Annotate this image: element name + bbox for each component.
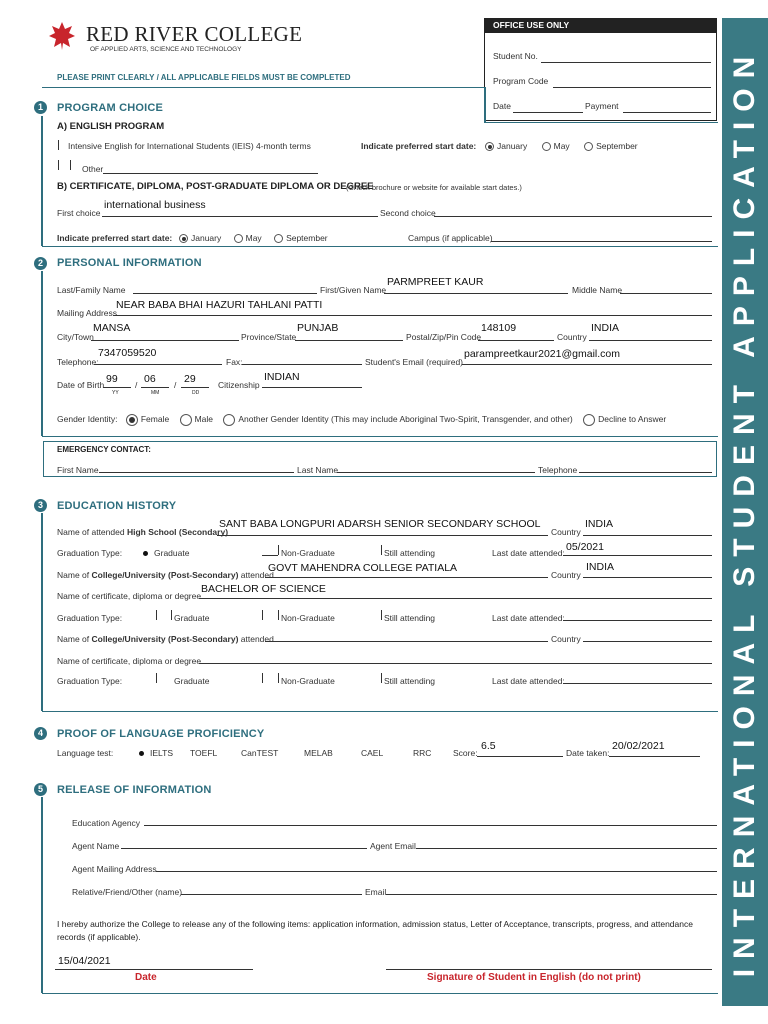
citizenship-value: INDIAN <box>264 371 300 383</box>
section-1-border <box>41 116 43 246</box>
fax-label: Fax: <box>226 357 243 367</box>
degree-start-label: Indicate preferred start date: <box>57 233 173 243</box>
city-label: City/Town <box>57 332 94 342</box>
hs-last-date-value: 05/2021 <box>566 541 604 553</box>
section-2-number: 2 <box>34 257 47 270</box>
middle-name-field[interactable] <box>620 293 712 294</box>
radio-degree-january[interactable] <box>179 234 188 243</box>
em-tel-field[interactable] <box>579 472 712 473</box>
date-label: Date <box>493 101 511 111</box>
test-toefl[interactable]: TOEFL <box>190 748 218 758</box>
radio-september[interactable] <box>584 142 593 151</box>
signature-field[interactable] <box>386 969 712 970</box>
test-cantest[interactable]: CanTEST <box>241 748 279 758</box>
side-banner <box>722 18 768 1006</box>
country-label: Country <box>557 332 587 342</box>
col-nongrad-bar <box>278 610 279 620</box>
divider <box>42 87 484 88</box>
college-label: Name of College/University (Post-Secondary) attended <box>57 570 274 580</box>
em-tel-label: Telephone <box>538 465 578 475</box>
hs-country-field[interactable] <box>583 535 712 536</box>
agent-email-field[interactable] <box>416 848 717 849</box>
payment-label: Payment <box>585 101 619 111</box>
province-label: Province/State <box>241 332 297 342</box>
score-value: 6.5 <box>481 740 496 752</box>
radio-decline[interactable] <box>583 414 595 426</box>
first-name-label: First/Given Name <box>320 285 387 295</box>
mailing-label: Mailing Address <box>57 308 118 318</box>
student-no-label: Student No. <box>493 51 538 61</box>
dob-mm-value: 06 <box>144 373 156 385</box>
college-value: GOVT MAHENDRA COLLEGE PATIALA <box>268 562 458 574</box>
first-choice-label: First choice <box>57 208 101 218</box>
office-use-title: OFFICE USE ONLY <box>485 19 716 33</box>
ieis-label: Intensive English for International Students (IEIS) 4-month terms <box>68 141 311 151</box>
option-decline: Decline to Answer <box>598 414 667 424</box>
em-last-label: Last Name <box>297 465 339 475</box>
student-no-field[interactable] <box>541 62 711 63</box>
gender-row <box>57 413 666 426</box>
degree-start-options <box>179 233 328 243</box>
ieis-checkbox[interactable] <box>58 140 59 150</box>
city-value: MANSA <box>93 322 131 334</box>
col-graduate-label: Graduate <box>174 613 210 623</box>
section-5-border <box>41 797 43 993</box>
section-4-number: 4 <box>34 727 47 740</box>
province-field[interactable] <box>295 340 403 341</box>
score-field[interactable] <box>477 756 563 757</box>
col-last-date-field[interactable] <box>563 620 712 621</box>
dob-slash-2: / <box>174 380 177 390</box>
hs-label: Name of attended High School (Secondary) <box>57 527 229 537</box>
radio-degree-september[interactable] <box>274 234 283 243</box>
col2-grad-type-label: Graduation Type: <box>57 676 123 686</box>
col2-graduate-label: Graduate <box>174 676 210 686</box>
postal-field[interactable] <box>478 340 554 341</box>
ielts-selected[interactable] <box>139 751 144 756</box>
hs-graduate-option: Graduate <box>143 548 189 558</box>
col2-graduate-box[interactable] <box>156 673 157 683</box>
college2-label: Name of College/University (Post-Secondary) attended <box>57 634 274 644</box>
email-field[interactable] <box>462 364 712 365</box>
college-name: RED RIVER COLLEGE <box>86 22 303 46</box>
col2-last-date-label: Last date attended: <box>492 676 565 686</box>
second-choice-field[interactable] <box>434 216 712 217</box>
dob-slash-1: / <box>135 380 138 390</box>
side-banner-text: INTERNATIONAL STUDENT APPLICATION <box>728 46 761 978</box>
college-field[interactable] <box>265 577 548 578</box>
emergency-title: EMERGENCY CONTACT: <box>57 445 151 454</box>
citizenship-field[interactable] <box>262 387 362 388</box>
section-5-number: 5 <box>34 783 47 796</box>
fax-field[interactable] <box>242 364 362 365</box>
college-subtitle: OF APPLIED ARTS, SCIENCE AND TECHNOLOGY <box>90 46 242 53</box>
relative-email-field[interactable] <box>386 894 717 895</box>
radio-male[interactable] <box>180 414 192 426</box>
hs-nongrad-label: Non-Graduate <box>281 548 335 558</box>
language-test-label: Language test: <box>57 748 114 758</box>
middle-name-label: Middle Name <box>572 285 623 295</box>
office-date-field[interactable] <box>513 112 583 113</box>
campus-field[interactable] <box>491 241 712 242</box>
telephone-label: Telephone: <box>57 357 99 367</box>
date-taken-value: 20/02/2021 <box>612 740 665 752</box>
telephone-field[interactable] <box>94 364 222 365</box>
hs-still-label: Still attending <box>384 548 436 558</box>
gender-label: Gender Identity: <box>57 414 118 424</box>
em-last-field[interactable] <box>337 472 535 473</box>
office-use-box <box>484 18 717 121</box>
cert-field[interactable] <box>199 598 712 599</box>
college-country-field[interactable] <box>583 577 712 578</box>
office-underline <box>484 122 718 123</box>
program-code-field[interactable] <box>553 87 711 88</box>
hs-nongrad-box[interactable] <box>262 555 278 556</box>
em-first-label: First Name <box>57 465 99 475</box>
other-checkbox-right <box>70 160 71 170</box>
date-caption: Date <box>135 972 157 983</box>
section-2-border <box>41 271 43 436</box>
second-choice-label: Second choice <box>380 208 436 218</box>
city-field[interactable] <box>91 340 239 341</box>
col-nongrad-box[interactable] <box>262 610 263 620</box>
degree-heading: B) CERTIFICATE, DIPLOMA, POST-GRADUATE DIPLOMA OR DEGREE <box>57 181 374 192</box>
cert2-label: Name of certificate, diploma or degree <box>57 656 202 666</box>
col2-nongrad-bar <box>278 673 279 683</box>
section-3-bottom <box>42 711 718 712</box>
ieis-start-options <box>485 141 638 151</box>
office-border <box>484 87 486 123</box>
col2-nongrad-label: Non-Graduate <box>281 676 335 686</box>
mailing-value: NEAR BABA BHAI HAZURI TAHLANI PATTI <box>116 299 323 311</box>
hs-last-date-field[interactable] <box>563 555 712 556</box>
col-grad-type-label: Graduation Type: <box>57 613 123 623</box>
english-program-heading: A) ENGLISH PROGRAM <box>57 121 165 132</box>
date-taken-label: Date taken: <box>566 748 610 758</box>
dob-dd-label: DD <box>192 390 200 396</box>
col-still-box[interactable] <box>381 610 382 620</box>
postal-value: 148109 <box>481 322 517 334</box>
section-2-bottom <box>42 436 718 437</box>
col-graduate-bar <box>171 610 172 620</box>
section-5-title: RELEASE OF INFORMATION <box>57 784 212 796</box>
first-name-value: PARMPREET KAUR <box>387 276 484 288</box>
option-degree-january: January <box>191 233 222 243</box>
section-5-bottom <box>42 993 718 994</box>
radio-january[interactable] <box>485 142 494 151</box>
col2-nongrad-box[interactable] <box>262 673 263 683</box>
relative-email-label: Email <box>365 887 387 897</box>
section-2-title: PERSONAL INFORMATION <box>57 257 202 269</box>
agent-name-label: Agent Name <box>72 841 120 851</box>
email-label: Student's Email (required) <box>365 357 463 367</box>
option-male: Male <box>194 414 214 424</box>
maple-leaf-logo-icon <box>48 20 76 52</box>
score-label: Score: <box>453 748 478 758</box>
option-january: January <box>497 141 528 151</box>
hs-still-box[interactable] <box>381 545 382 555</box>
college2-country-label: Country <box>551 634 581 644</box>
hs-value: SANT BABA LONGPURI ADARSH SENIOR SECONDARY SCHOOL <box>219 518 541 530</box>
hs-country-value: INDIA <box>585 518 614 530</box>
test-rrc[interactable]: RRC <box>413 748 432 758</box>
radio-female[interactable] <box>126 414 138 426</box>
province-value: PUNJAB <box>297 322 339 334</box>
country-value: INDIA <box>591 322 620 334</box>
agent-email-label: Agent Email <box>370 841 416 851</box>
email-value: parampreetkaur2021@gmail.com <box>464 348 620 360</box>
instructions: PLEASE PRINT CLEARLY / ALL APPLICABLE FIELDS MUST BE COMPLETED <box>57 73 351 82</box>
test-melab[interactable]: MELAB <box>304 748 333 758</box>
ieis-start-label: Indicate preferred start date: <box>361 141 477 151</box>
radio-another-gender[interactable] <box>223 414 235 426</box>
country-field[interactable] <box>589 340 712 341</box>
option-september: September <box>596 141 638 151</box>
dob-dd-field[interactable] <box>181 387 209 388</box>
cert-label: Name of certificate, diploma or degree <box>57 591 202 601</box>
hs-nongrad-bar <box>278 545 279 555</box>
dob-dd-value: 29 <box>184 373 196 385</box>
agent-mail-field[interactable] <box>156 871 717 872</box>
cert2-field[interactable] <box>199 663 712 664</box>
college-country-value: INDIA <box>586 561 615 573</box>
degree-note: (Check brochure or website for available start dates.) <box>346 183 522 192</box>
college-country-label: Country <box>551 570 581 580</box>
agency-label: Education Agency <box>72 818 141 828</box>
section-1-number: 1 <box>34 101 47 114</box>
telephone-value: 7347059520 <box>98 347 157 359</box>
option-degree-may: May <box>245 233 262 243</box>
college2-country-field[interactable] <box>583 641 712 642</box>
hs-graduate-selected[interactable] <box>143 551 148 556</box>
postal-label: Postal/Zip/Pin Code <box>406 332 482 342</box>
test-cael[interactable]: CAEL <box>361 748 384 758</box>
section-1-title: PROGRAM CHOICE <box>57 102 164 114</box>
relative-label: Relative/Friend/Other (name) <box>72 887 183 897</box>
sign-date-value: 15/04/2021 <box>58 955 111 967</box>
other-checkbox-left[interactable] <box>58 160 59 170</box>
test-ielts: IELTS <box>139 748 173 758</box>
signature-caption: Signature of Student in English (do not print) <box>427 972 641 983</box>
col2-last-date-field[interactable] <box>563 683 712 684</box>
section-3-number: 3 <box>34 499 47 512</box>
col2-still-label: Still attending <box>384 676 436 686</box>
radio-degree-may[interactable] <box>234 234 243 243</box>
citizenship-label: Citizenship <box>218 380 260 390</box>
option-degree-september: September <box>286 233 328 243</box>
dob-mm-field[interactable] <box>141 387 169 388</box>
dob-yy-value: 99 <box>106 373 118 385</box>
program-code-label: Program Code <box>493 76 549 86</box>
dob-yy-label: YY <box>112 390 119 396</box>
first-name-field[interactable] <box>384 293 568 294</box>
first-choice-field[interactable] <box>102 216 378 217</box>
date-taken-field[interactable] <box>609 756 700 757</box>
hs-field[interactable] <box>217 535 548 536</box>
section-3-border <box>41 513 43 711</box>
hs-country-label: Country <box>551 527 581 537</box>
option-another-gender: Another Gender Identity (This may include Aboriginal Two-Spirit, Transgender, and other) <box>238 414 573 424</box>
other-label: Other <box>82 164 104 174</box>
agent-name-field[interactable] <box>121 848 367 849</box>
hs-last-date-label: Last date attended: <box>492 548 565 558</box>
radio-may[interactable] <box>542 142 551 151</box>
em-first-field[interactable] <box>99 472 294 473</box>
option-female: Female <box>140 414 170 424</box>
last-name-field[interactable] <box>133 293 317 294</box>
col-nongrad-label: Non-Graduate <box>281 613 335 623</box>
cert-value: BACHELOR OF SCIENCE <box>201 583 326 595</box>
dob-yy-field[interactable] <box>103 387 131 388</box>
first-choice-value: international business <box>104 199 206 211</box>
sign-date-field[interactable] <box>55 969 253 970</box>
college2-field[interactable] <box>265 641 548 642</box>
last-name-label: Last/Family Name <box>57 285 126 295</box>
authorization-text: I hereby authorize the College to release any of the following items: application information, admission status, Letter of Acceptance, transcripts, progress, and attendance records (if applicable). <box>57 919 693 942</box>
option-may: May <box>553 141 570 151</box>
section-1-bottom <box>42 246 718 247</box>
campus-label: Campus (if applicable) <box>408 233 493 243</box>
section-3-title: EDUCATION HISTORY <box>57 500 177 512</box>
col2-still-box[interactable] <box>381 673 382 683</box>
col-last-date-label: Last date attended: <box>492 613 565 623</box>
agent-mail-label: Agent Mailing Address <box>72 864 157 874</box>
mailing-field[interactable] <box>113 315 712 316</box>
col-graduate-box[interactable] <box>156 610 157 620</box>
relative-field[interactable] <box>181 894 362 895</box>
dob-label: Date of Birth <box>57 380 105 390</box>
section-4-title: PROOF OF LANGUAGE PROFICIENCY <box>57 728 265 740</box>
hs-grad-type-label: Graduation Type: <box>57 548 123 558</box>
other-field[interactable] <box>103 173 318 174</box>
payment-field[interactable] <box>623 112 711 113</box>
agency-field[interactable] <box>144 825 717 826</box>
dob-mm-label: MM <box>151 390 160 396</box>
col-still-label: Still attending <box>384 613 436 623</box>
